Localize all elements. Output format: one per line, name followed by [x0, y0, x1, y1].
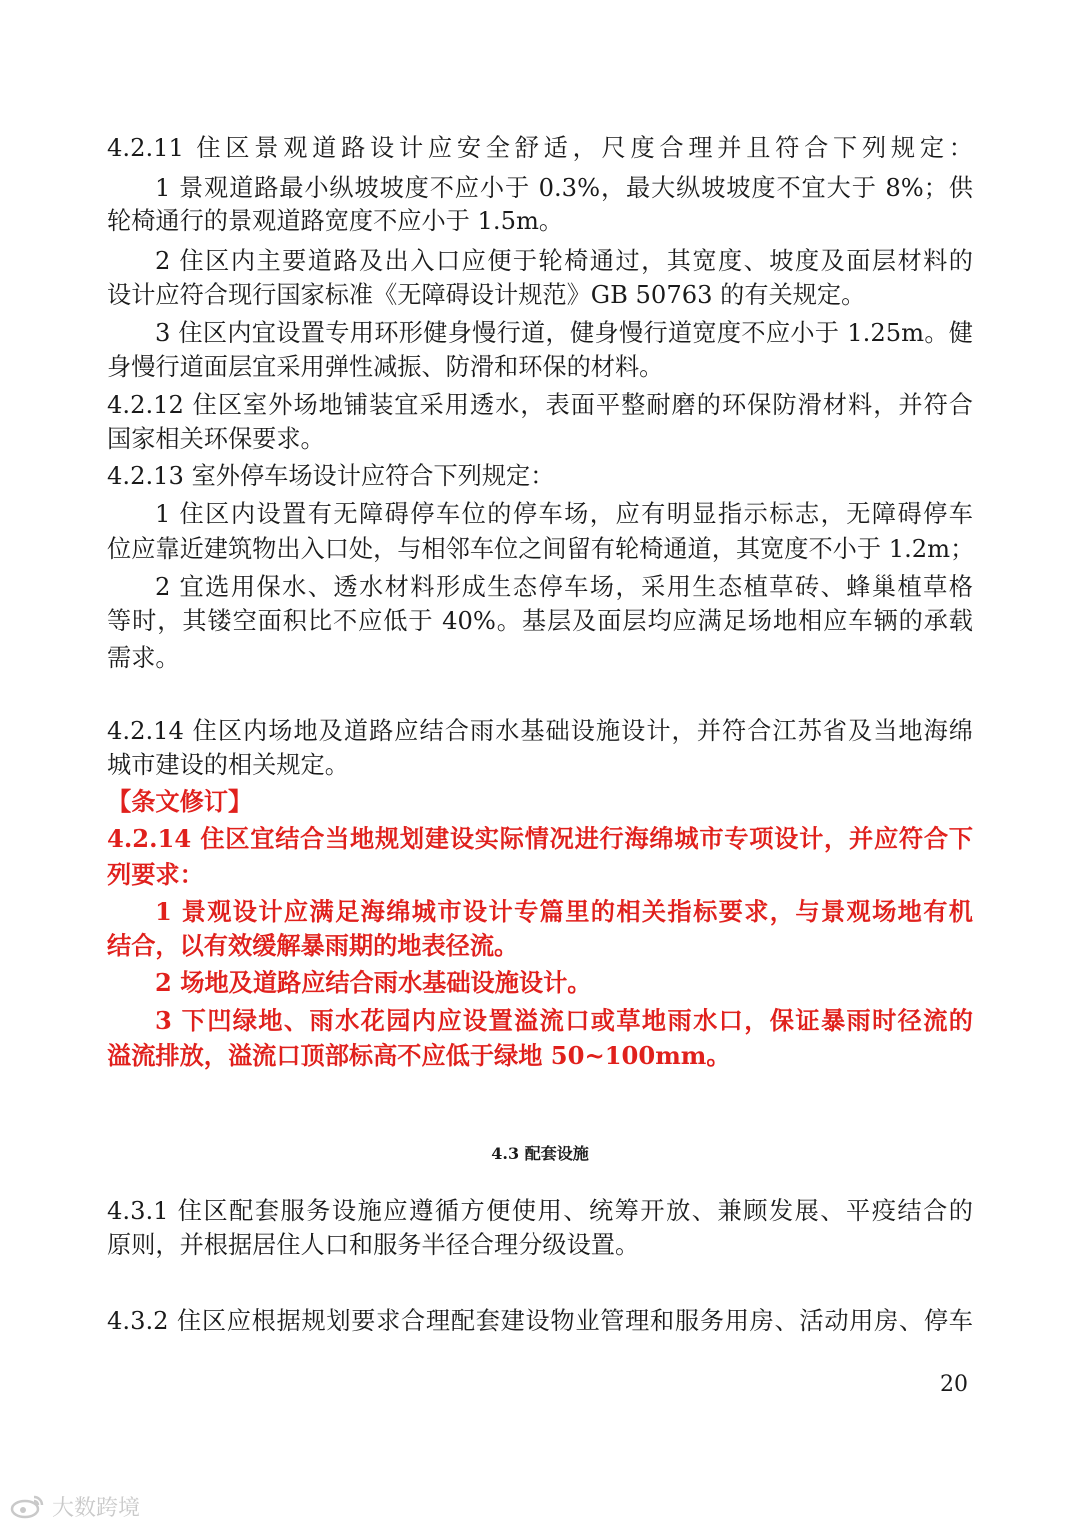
page-number: 20 — [940, 1372, 968, 1397]
clause-4-2-13-item-1: 1 住区内设置有无障碍停车位的停车场，应有明显指示标志，无障碍停车 — [155, 500, 973, 528]
clause-4-2-14-original-cont: 城市建设的相关规定。 — [107, 751, 349, 779]
clause-4-3-2: 4.3.2 住区应根据规划要求合理配套建设物业管理和服务用房、活动用房、停车 — [107, 1307, 973, 1335]
clause-4-2-11-item-3-cont: 身慢行道面层宜采用弹性减振、防滑和环保的材料。 — [107, 353, 664, 381]
clause-4-2-11-item-2: 2 住区内主要道路及出入口应便于轮椅通过，其宽度、坡度及面层材料的 — [155, 247, 973, 275]
clause-4-2-11-item-2-cont: 设计应符合现行国家标准《无障碍设计规范》GB 50763 的有关规定。 — [107, 281, 866, 309]
revision-label: 【条文修订】 — [107, 787, 253, 816]
clause-4-3-1-cont: 原则，并根据居住人口和服务半径合理分级设置。 — [107, 1231, 640, 1259]
revised-item-1: 1 景观设计应满足海绵城市设计专篇里的相关指标要求，与景观场地有机 — [155, 897, 973, 926]
clause-4-3-1: 4.3.1 住区配套服务设施应遵循方便使用、统筹开放、兼顾发展、平疫结合的 — [107, 1197, 973, 1225]
weibo-logo-icon — [10, 1493, 46, 1519]
clause-4-2-11-item-1-cont: 轮椅通行的景观道路宽度不应小于 1.5m。 — [107, 207, 564, 235]
clause-4-2-12: 4.2.12 住区室外场地铺装宜采用透水，表面平整耐磨的环保防滑材料，并符合 — [107, 391, 973, 419]
clause-4-2-11-item-1: 1 景观道路最小纵坡坡度不应小于 0.3%，最大纵坡坡度不宜大于 8%；供 — [155, 174, 973, 202]
clause-4-2-13-item-1-cont: 位应靠近建筑物出入口处，与相邻车位之间留有轮椅通道，其宽度不小于 1.2m； — [107, 535, 975, 563]
clause-4-2-14-revised: 4.2.14 住区宜结合当地规划建设实际情况进行海绵城市专项设计，并应符合下 — [107, 824, 973, 853]
section-heading: 4.3 配套设施 — [491, 1144, 589, 1163]
revised-item-1-cont: 结合，以有效缓解暴雨期的地表径流。 — [107, 931, 519, 960]
clause-4-2-13-item-2-end: 需求。 — [107, 644, 180, 672]
revised-item-3: 3 下凹绿地、雨水花园内应设置溢流口或草地雨水口，保证暴雨时径流的 — [155, 1006, 973, 1035]
clause-4-2-12-cont: 国家相关环保要求。 — [107, 425, 325, 453]
clause-4-2-11-item-3: 3 住区内宜设置专用环形健身慢行道，健身慢行道宽度不应小于 1.25m。健 — [155, 319, 973, 347]
clause-4-2-14-revised-cont: 列要求： — [107, 860, 204, 889]
clause-4-2-11-title: 4.2.11 住区景观道路设计应安全舒适，尺度合理并且符合下列规定： — [107, 134, 973, 162]
revised-item-3-cont: 溢流排放，溢流口顶部标高不应低于绿地 50~100mm。 — [107, 1041, 731, 1070]
revised-item-2: 2 场地及道路应结合雨水基础设施设计。 — [155, 968, 592, 997]
clause-4-2-13-title: 4.2.13 室外停车场设计应符合下列规定： — [107, 462, 555, 490]
watermark — [10, 1492, 140, 1520]
clause-4-2-13-item-2-cont: 等时，其镂空面积比不应低于 40%。基层及面层均应满足场地相应车辆的承载 — [107, 607, 973, 635]
clause-4-2-14-original: 4.2.14 住区内场地及道路应结合雨水基础设施设计，并符合江苏省及当地海绵 — [107, 717, 973, 745]
clause-4-2-13-item-2: 2 宜选用保水、透水材料形成生态停车场，采用生态植草砖、蜂巢植草格 — [155, 573, 973, 601]
watermark-text: 大数跨境 — [52, 1495, 141, 1521]
